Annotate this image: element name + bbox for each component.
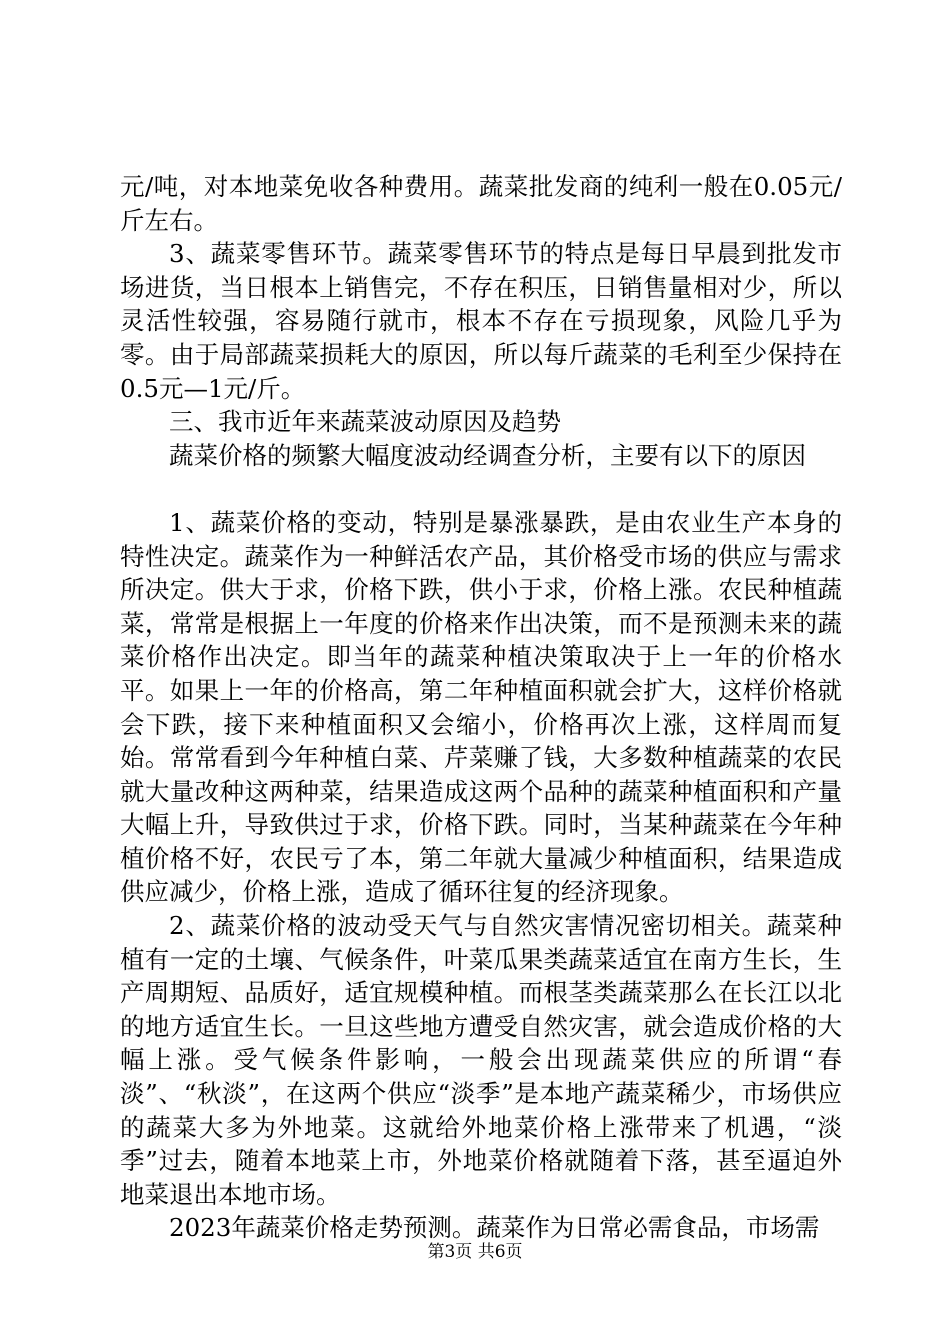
paragraph-forecast: 2023年蔬菜价格走势预测。蔬菜作为日常必需食品，市场需 [169, 1213, 820, 1243]
paragraph-causes-intro: 蔬菜价格的频繁大幅度波动经调查分析，主要有以下的原因 [169, 440, 806, 470]
paragraph-wholesale-cost: 元/吨，对本地菜免收各种费用。蔬菜批发商的纯利一般在0.05元/斤左右。 [120, 172, 842, 235]
paragraph-cause-2: 2、蔬菜价格的波动受天气与自然灾害情况密切相关。蔬菜种植有一定的土壤、气候条件，叶菜瓜果类蔬菜适宜在南方生长，生产周期短、品质好，适宜规模种植。而根茎类蔬菜那么在长江以北的地方适宜生长。一旦这些地方遭受自然灾害，就会造成价格的大幅上涨。受气候条件影响，一般会出现蔬菜供应的所谓“春淡”、“秋淡”，在这两个供应“淡季”是本地产蔬菜稀少，市场供应的蔬菜大多为外地菜。这就给外地菜价格上涨带来了机遇，“淡季”过去，随着本地菜上市，外地菜价格就随着下落，甚至逼迫外地菜退出本地市场。 [120, 911, 842, 1209]
section-heading-causes: 三、我市近年来蔬菜波动原因及趋势 [169, 407, 561, 437]
paragraph-retail-stage: 3、蔬菜零售环节。蔬菜零售环节的特点是每日早晨到批发市场进货，当日根本上销售完，不存在积压，日销售量相对少，所以灵活性较强，容易随行就市，根本不存在亏损现象，风险几乎为零。由于局部蔬菜损耗大的原因，所以每斤蔬菜的毛利至少保持在0.5元—1元/斤。 [120, 239, 842, 403]
body-text [120, 170, 842, 1245]
page-footer [0, 1240, 950, 1264]
page-number: 第3页 共6页 [427, 1242, 523, 1262]
paragraph-cause-1: 1、蔬菜价格的变动，特别是暴涨暴跌，是由农业生产本身的特性决定。蔬菜作为一种鲜活农产品，其价格受市场的供应与需求所决定。供大于求，价格下跌，供小于求，价格上涨。农民种植蔬菜，常常是根据上一年度的价格来作出决策，而不是预测未来的蔬菜价格作出决定。即当年的蔬菜种植决策取决于上一年的价格水平。如果上一年的价格高，第二年种植面积就会扩大，这样价格就会下跌，接下来种植面积又会缩小，价格再次上涨，这样周而复始。常常看到今年种植白菜、芹菜赚了钱，大多数种植蔬菜的农民就大量改种这两种菜，结果造成这两个品种的蔬菜种植面积和产量大幅上升，导致供过于求，价格下跌。同时，当某种蔬菜在今年种植价格不好，农民亏了本，第二年就大量减少种植面积，结果造成供应减少，价格上涨，造成了循环往复的经济现象。 [120, 507, 842, 907]
